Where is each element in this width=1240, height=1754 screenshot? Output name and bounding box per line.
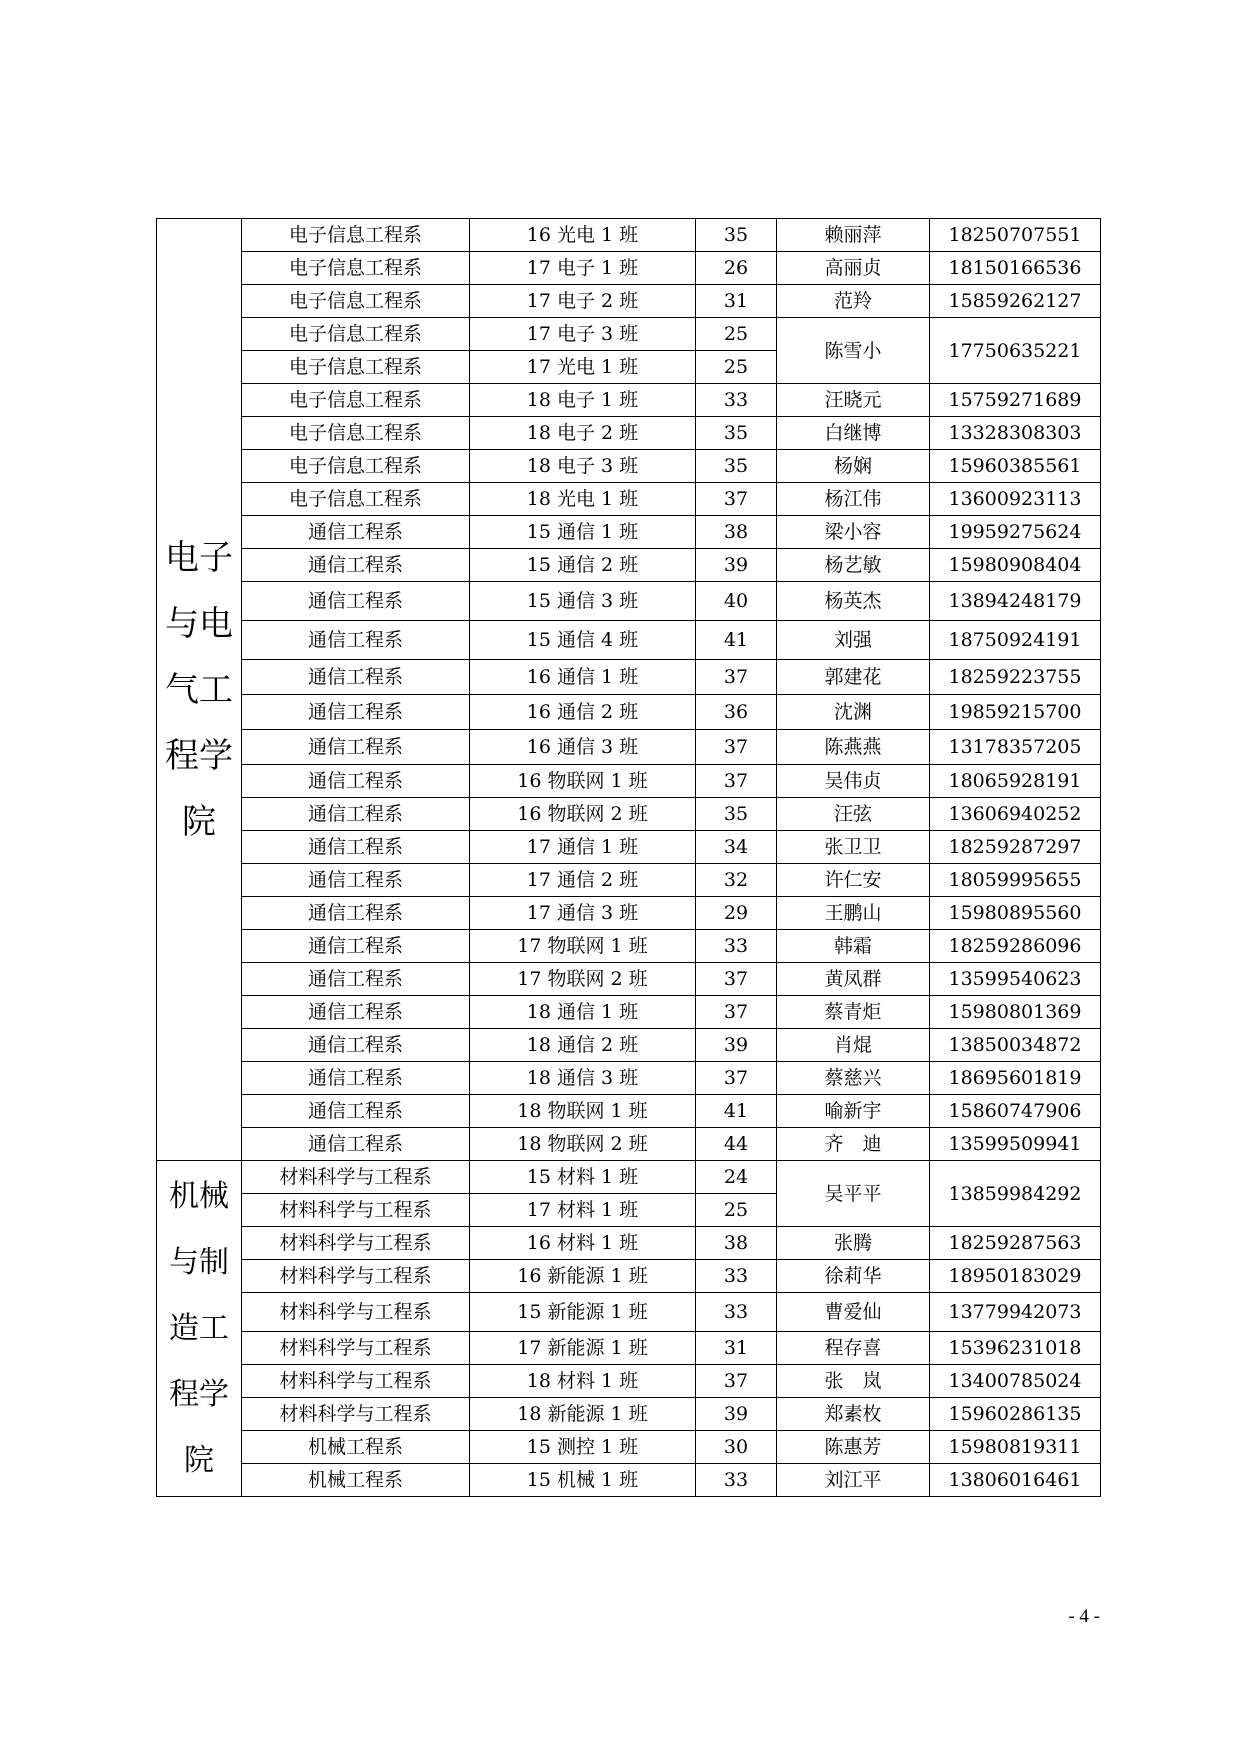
student-count-cell: 35 <box>696 417 777 450</box>
contact-name-cell: 赖丽萍 <box>777 219 930 252</box>
contact-name-cell: 陈惠芳 <box>777 1431 930 1464</box>
table-row <box>157 483 1101 516</box>
phone-cell: 13894248179 <box>930 582 1101 621</box>
phone-cell: 13850034872 <box>930 1029 1101 1062</box>
class-cell: 16 材料 1 班 <box>470 1227 696 1260</box>
department-cell: 材料科学与工程系 <box>242 1293 470 1332</box>
table-row <box>157 285 1101 318</box>
contact-name-cell: 张腾 <box>777 1227 930 1260</box>
department-cell: 通信工程系 <box>242 831 470 864</box>
table-row <box>157 1095 1101 1128</box>
contact-name-cell: 齐 迪 <box>777 1128 930 1161</box>
table-row <box>157 831 1101 864</box>
department-cell: 电子信息工程系 <box>242 318 470 351</box>
contact-name-cell: 汪晓元 <box>777 384 930 417</box>
class-cell: 18 物联网 1 班 <box>470 1095 696 1128</box>
phone-cell: 18059995655 <box>930 864 1101 897</box>
student-count-cell: 39 <box>696 549 777 582</box>
college-name-cell: 电子与电气工程学院 <box>157 219 242 1161</box>
student-count-cell: 39 <box>696 1029 777 1062</box>
phone-cell: 18259286096 <box>930 930 1101 963</box>
phone-cell: 18750924191 <box>930 621 1101 660</box>
contact-name-cell: 沈渊 <box>777 695 930 730</box>
student-count-cell: 31 <box>696 285 777 318</box>
class-cell: 15 通信 4 班 <box>470 621 696 660</box>
department-cell: 通信工程系 <box>242 930 470 963</box>
class-cell: 18 电子 1 班 <box>470 384 696 417</box>
contact-name-cell: 张卫卫 <box>777 831 930 864</box>
department-cell: 材料科学与工程系 <box>242 1398 470 1431</box>
department-cell: 通信工程系 <box>242 1128 470 1161</box>
phone-cell: 13600923113 <box>930 483 1101 516</box>
student-count-cell: 26 <box>696 252 777 285</box>
department-cell: 电子信息工程系 <box>242 417 470 450</box>
department-cell: 电子信息工程系 <box>242 219 470 252</box>
class-cell: 15 通信 2 班 <box>470 549 696 582</box>
table-row <box>157 1029 1101 1062</box>
phone-cell: 13606940252 <box>930 798 1101 831</box>
table-row <box>157 897 1101 930</box>
contact-name-cell: 肖焜 <box>777 1029 930 1062</box>
department-cell: 材料科学与工程系 <box>242 1161 470 1194</box>
class-cell: 17 新能源 1 班 <box>470 1332 696 1365</box>
table-row <box>157 450 1101 483</box>
department-cell: 电子信息工程系 <box>242 483 470 516</box>
phone-cell: 17750635221 <box>930 318 1101 384</box>
student-count-cell: 31 <box>696 1332 777 1365</box>
table-row <box>157 1464 1101 1497</box>
contact-name-cell: 蔡青炬 <box>777 996 930 1029</box>
student-count-cell: 40 <box>696 582 777 621</box>
table-row <box>157 384 1101 417</box>
department-cell: 材料科学与工程系 <box>242 1260 470 1293</box>
department-cell: 材料科学与工程系 <box>242 1332 470 1365</box>
contact-name-cell: 汪弦 <box>777 798 930 831</box>
phone-cell: 13859984292 <box>930 1161 1101 1227</box>
phone-cell: 13178357205 <box>930 730 1101 765</box>
class-cell: 16 通信 3 班 <box>470 730 696 765</box>
contact-name-cell: 许仁安 <box>777 864 930 897</box>
class-cell: 17 物联网 2 班 <box>470 963 696 996</box>
class-cell: 18 通信 2 班 <box>470 1029 696 1062</box>
contact-name-cell: 杨江伟 <box>777 483 930 516</box>
phone-cell: 13806016461 <box>930 1464 1101 1497</box>
table-row <box>157 798 1101 831</box>
phone-cell: 15759271689 <box>930 384 1101 417</box>
department-cell: 电子信息工程系 <box>242 384 470 417</box>
phone-cell: 19959275624 <box>930 516 1101 549</box>
student-count-cell: 41 <box>696 621 777 660</box>
class-cell: 15 通信 3 班 <box>470 582 696 621</box>
class-cell: 16 物联网 2 班 <box>470 798 696 831</box>
phone-cell: 15980908404 <box>930 549 1101 582</box>
class-cell: 18 通信 1 班 <box>470 996 696 1029</box>
table-row <box>157 695 1101 730</box>
contact-name-cell: 杨娴 <box>777 450 930 483</box>
student-count-cell: 38 <box>696 516 777 549</box>
contact-name-cell: 喻新宇 <box>777 1095 930 1128</box>
class-cell: 17 电子 1 班 <box>470 252 696 285</box>
student-count-cell: 35 <box>696 219 777 252</box>
student-count-cell: 37 <box>696 483 777 516</box>
class-cell: 18 通信 3 班 <box>470 1062 696 1095</box>
class-cell: 17 光电 1 班 <box>470 351 696 384</box>
class-cell: 17 物联网 1 班 <box>470 930 696 963</box>
department-cell: 材料科学与工程系 <box>242 1194 470 1227</box>
class-cell: 18 材料 1 班 <box>470 1365 696 1398</box>
department-cell: 通信工程系 <box>242 516 470 549</box>
table-row <box>157 1062 1101 1095</box>
class-cell: 18 物联网 2 班 <box>470 1128 696 1161</box>
class-cell: 18 电子 2 班 <box>470 417 696 450</box>
phone-cell: 13779942073 <box>930 1293 1101 1332</box>
table-row <box>157 219 1101 252</box>
phone-cell: 18259287563 <box>930 1227 1101 1260</box>
contact-name-cell: 程存喜 <box>777 1332 930 1365</box>
contact-name-cell: 白继博 <box>777 417 930 450</box>
contact-name-cell: 杨英杰 <box>777 582 930 621</box>
student-count-cell: 37 <box>696 765 777 798</box>
class-cell: 16 新能源 1 班 <box>470 1260 696 1293</box>
contact-name-cell: 陈雪小 <box>777 318 930 384</box>
table-row <box>157 516 1101 549</box>
department-cell: 通信工程系 <box>242 549 470 582</box>
table-row <box>157 582 1101 621</box>
class-cell: 15 材料 1 班 <box>470 1161 696 1194</box>
student-count-cell: 34 <box>696 831 777 864</box>
contact-name-cell: 郑素枚 <box>777 1398 930 1431</box>
phone-cell: 13599509941 <box>930 1128 1101 1161</box>
roster-body <box>157 219 1101 1497</box>
department-cell: 材料科学与工程系 <box>242 1227 470 1260</box>
student-count-cell: 41 <box>696 1095 777 1128</box>
class-cell: 17 材料 1 班 <box>470 1194 696 1227</box>
department-cell: 电子信息工程系 <box>242 285 470 318</box>
contact-name-cell: 吴平平 <box>777 1161 930 1227</box>
student-count-cell: 37 <box>696 1365 777 1398</box>
phone-cell: 15960385561 <box>930 450 1101 483</box>
class-cell: 18 新能源 1 班 <box>470 1398 696 1431</box>
class-cell: 15 机械 1 班 <box>470 1464 696 1497</box>
department-cell: 通信工程系 <box>242 695 470 730</box>
contact-name-cell: 王鹏山 <box>777 897 930 930</box>
contact-name-cell: 刘强 <box>777 621 930 660</box>
department-cell: 通信工程系 <box>242 765 470 798</box>
student-count-cell: 25 <box>696 1194 777 1227</box>
table-row <box>157 660 1101 695</box>
contact-name-cell: 张 岚 <box>777 1365 930 1398</box>
table-row <box>157 730 1101 765</box>
class-cell: 15 新能源 1 班 <box>470 1293 696 1332</box>
table-row <box>157 1161 1101 1194</box>
class-cell: 15 通信 1 班 <box>470 516 696 549</box>
phone-cell: 18065928191 <box>930 765 1101 798</box>
department-cell: 通信工程系 <box>242 1029 470 1062</box>
student-count-cell: 30 <box>696 1431 777 1464</box>
contact-name-cell: 梁小容 <box>777 516 930 549</box>
contact-name-cell: 韩霜 <box>777 930 930 963</box>
student-count-cell: 29 <box>696 897 777 930</box>
table-row <box>157 621 1101 660</box>
student-count-cell: 37 <box>696 660 777 695</box>
table-row <box>157 1332 1101 1365</box>
class-cell: 18 电子 3 班 <box>470 450 696 483</box>
student-count-cell: 25 <box>696 318 777 351</box>
phone-cell: 13400785024 <box>930 1365 1101 1398</box>
department-cell: 通信工程系 <box>242 996 470 1029</box>
page-number: - 4 - <box>1068 1606 1100 1627</box>
table-row <box>157 318 1101 351</box>
table-row <box>157 963 1101 996</box>
phone-cell: 15980895560 <box>930 897 1101 930</box>
class-cell: 17 通信 1 班 <box>470 831 696 864</box>
table-row <box>157 1293 1101 1332</box>
student-count-cell: 32 <box>696 864 777 897</box>
department-cell: 机械工程系 <box>242 1431 470 1464</box>
department-cell: 电子信息工程系 <box>242 252 470 285</box>
contact-name-cell: 蔡慈兴 <box>777 1062 930 1095</box>
department-cell: 通信工程系 <box>242 582 470 621</box>
student-count-cell: 35 <box>696 450 777 483</box>
student-count-cell: 33 <box>696 930 777 963</box>
student-count-cell: 24 <box>696 1161 777 1194</box>
table-row <box>157 1398 1101 1431</box>
department-cell: 通信工程系 <box>242 660 470 695</box>
department-cell: 电子信息工程系 <box>242 351 470 384</box>
class-cell: 17 通信 2 班 <box>470 864 696 897</box>
table-row <box>157 549 1101 582</box>
phone-cell: 15960286135 <box>930 1398 1101 1431</box>
phone-cell: 13328308303 <box>930 417 1101 450</box>
contact-name-cell: 黄凤群 <box>777 963 930 996</box>
student-count-cell: 37 <box>696 996 777 1029</box>
department-cell: 机械工程系 <box>242 1464 470 1497</box>
class-cell: 17 电子 3 班 <box>470 318 696 351</box>
department-cell: 电子信息工程系 <box>242 450 470 483</box>
department-cell: 通信工程系 <box>242 897 470 930</box>
class-roster-table <box>156 218 1101 1497</box>
table-row <box>157 1260 1101 1293</box>
student-count-cell: 33 <box>696 1464 777 1497</box>
table-row <box>157 765 1101 798</box>
table-row <box>157 1431 1101 1464</box>
phone-cell: 13599540623 <box>930 963 1101 996</box>
phone-cell: 15860747906 <box>930 1095 1101 1128</box>
class-cell: 16 通信 2 班 <box>470 695 696 730</box>
phone-cell: 18259223755 <box>930 660 1101 695</box>
table-row <box>157 1128 1101 1161</box>
phone-cell: 15980801369 <box>930 996 1101 1029</box>
class-cell: 17 通信 3 班 <box>470 897 696 930</box>
student-count-cell: 38 <box>696 1227 777 1260</box>
phone-cell: 18259287297 <box>930 831 1101 864</box>
class-cell: 16 光电 1 班 <box>470 219 696 252</box>
contact-name-cell: 刘江平 <box>777 1464 930 1497</box>
department-cell: 通信工程系 <box>242 963 470 996</box>
phone-cell: 18695601819 <box>930 1062 1101 1095</box>
student-count-cell: 36 <box>696 695 777 730</box>
student-count-cell: 37 <box>696 963 777 996</box>
student-count-cell: 33 <box>696 1260 777 1293</box>
student-count-cell: 33 <box>696 384 777 417</box>
department-cell: 材料科学与工程系 <box>242 1365 470 1398</box>
phone-cell: 18250707551 <box>930 219 1101 252</box>
table-row <box>157 417 1101 450</box>
phone-cell: 18950183029 <box>930 1260 1101 1293</box>
class-cell: 16 通信 1 班 <box>470 660 696 695</box>
student-count-cell: 37 <box>696 1062 777 1095</box>
contact-name-cell: 郭建花 <box>777 660 930 695</box>
contact-name-cell: 陈燕燕 <box>777 730 930 765</box>
phone-cell: 19859215700 <box>930 695 1101 730</box>
table-row <box>157 930 1101 963</box>
contact-name-cell: 吴伟贞 <box>777 765 930 798</box>
department-cell: 通信工程系 <box>242 730 470 765</box>
table-row <box>157 1227 1101 1260</box>
phone-cell: 15859262127 <box>930 285 1101 318</box>
phone-cell: 15396231018 <box>930 1332 1101 1365</box>
student-count-cell: 37 <box>696 730 777 765</box>
table-row <box>157 252 1101 285</box>
contact-name-cell: 高丽贞 <box>777 252 930 285</box>
department-cell: 通信工程系 <box>242 621 470 660</box>
department-cell: 通信工程系 <box>242 864 470 897</box>
table-row <box>157 1365 1101 1398</box>
department-cell: 通信工程系 <box>242 1095 470 1128</box>
student-count-cell: 39 <box>696 1398 777 1431</box>
student-count-cell: 44 <box>696 1128 777 1161</box>
class-cell: 16 物联网 1 班 <box>470 765 696 798</box>
class-cell: 17 电子 2 班 <box>470 285 696 318</box>
table-row <box>157 996 1101 1029</box>
contact-name-cell: 杨艺敏 <box>777 549 930 582</box>
student-count-cell: 33 <box>696 1293 777 1332</box>
student-count-cell: 25 <box>696 351 777 384</box>
student-count-cell: 35 <box>696 798 777 831</box>
department-cell: 通信工程系 <box>242 1062 470 1095</box>
contact-name-cell: 曹爱仙 <box>777 1293 930 1332</box>
college-name-cell: 机械与制造工程学院 <box>157 1161 242 1497</box>
contact-name-cell: 徐莉华 <box>777 1260 930 1293</box>
department-cell: 通信工程系 <box>242 798 470 831</box>
contact-name-cell: 范羚 <box>777 285 930 318</box>
class-cell: 15 测控 1 班 <box>470 1431 696 1464</box>
phone-cell: 18150166536 <box>930 252 1101 285</box>
table-row <box>157 864 1101 897</box>
class-cell: 18 光电 1 班 <box>470 483 696 516</box>
phone-cell: 15980819311 <box>930 1431 1101 1464</box>
